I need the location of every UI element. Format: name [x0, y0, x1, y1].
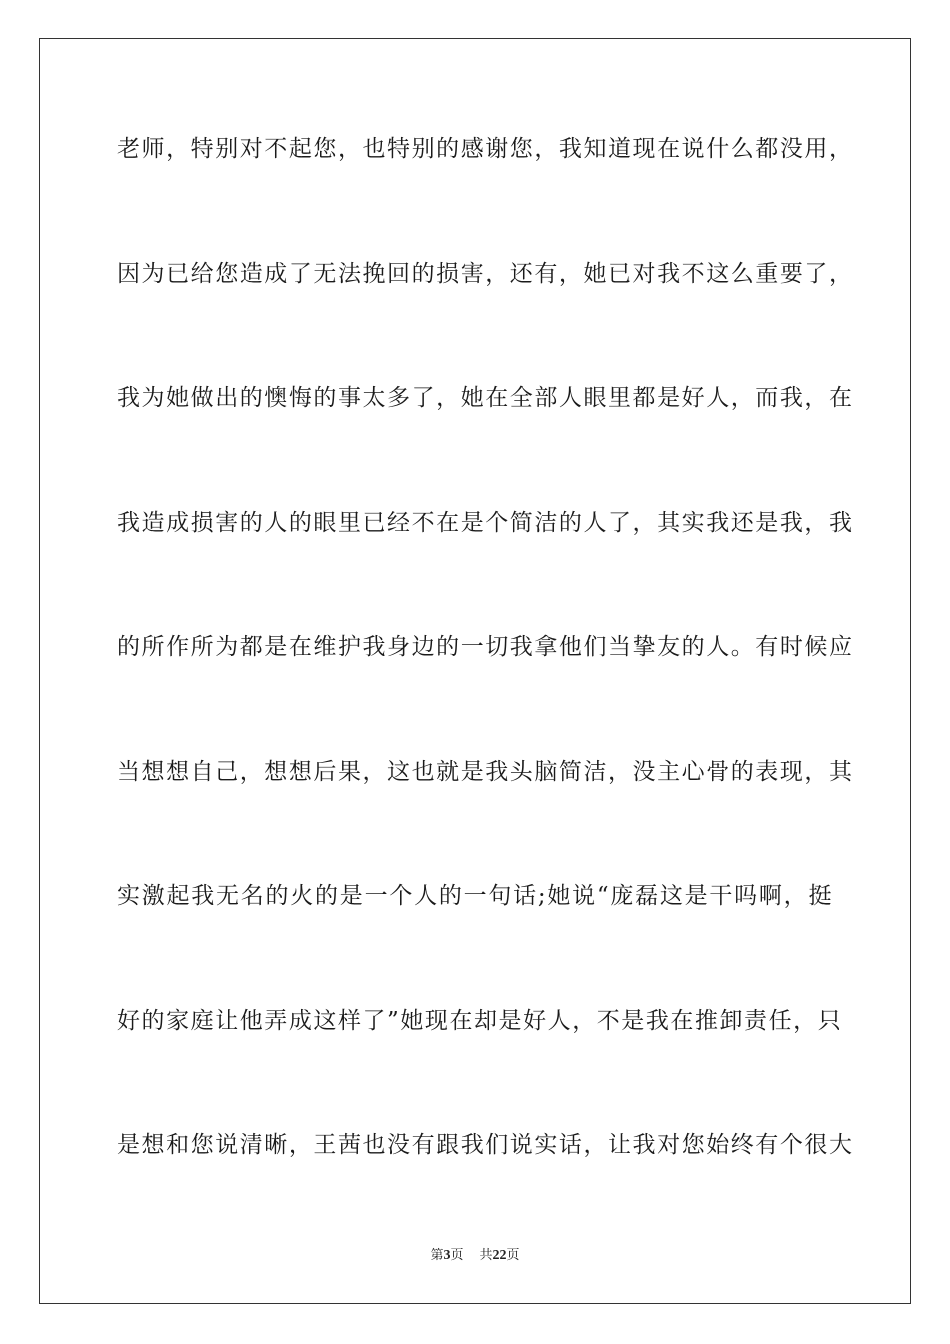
page-total [480, 1248, 520, 1264]
current-page: 3 [443, 1248, 451, 1263]
text-line: 是想和您说清晰，王茜也没有跟我们说实话，让我对您始终有个很大 [117, 1132, 854, 1158]
text-line: 老师，特别对不起您，也特别的感谢您，我知道现在说什么都没用， [117, 136, 854, 162]
total-suffix: 页 [506, 1248, 520, 1263]
total-prefix: 共 [479, 1248, 493, 1263]
text-line: 我造成损害的人的眼里已经不在是个简洁的人了，其实我还是我，我 [117, 509, 854, 536]
total-pages: 22 [492, 1248, 507, 1263]
body-text [117, 122, 854, 1243]
text-line: 当想想自己，想想后果，这也就是我头脑简洁，没主心骨的表现，其 [117, 758, 854, 785]
page-suffix: 页 [450, 1248, 464, 1263]
text-line: 我为她做出的懊悔的事太多了，她在全部人眼里都是好人，而我，在 [117, 385, 854, 411]
text-line: 好的家庭让他弄成这样了”她现在却是好人，不是我在推卸责任，只 [117, 1007, 843, 1034]
page-prefix: 第 [430, 1248, 444, 1263]
text-line: 实激起我无名的火的是一个人的一句话;她说“庞磊这是干吗啊，挺 [117, 883, 833, 909]
text-line: 的所作所为都是在维护我身边的一切我拿他们当挚友的人。有时候应 [117, 634, 854, 660]
text-line: 因为已给您造成了无法挽回的损害，还有，她已对我不这么重要了， [117, 260, 854, 287]
page-number [430, 1248, 463, 1264]
page-footer [0, 1248, 950, 1264]
